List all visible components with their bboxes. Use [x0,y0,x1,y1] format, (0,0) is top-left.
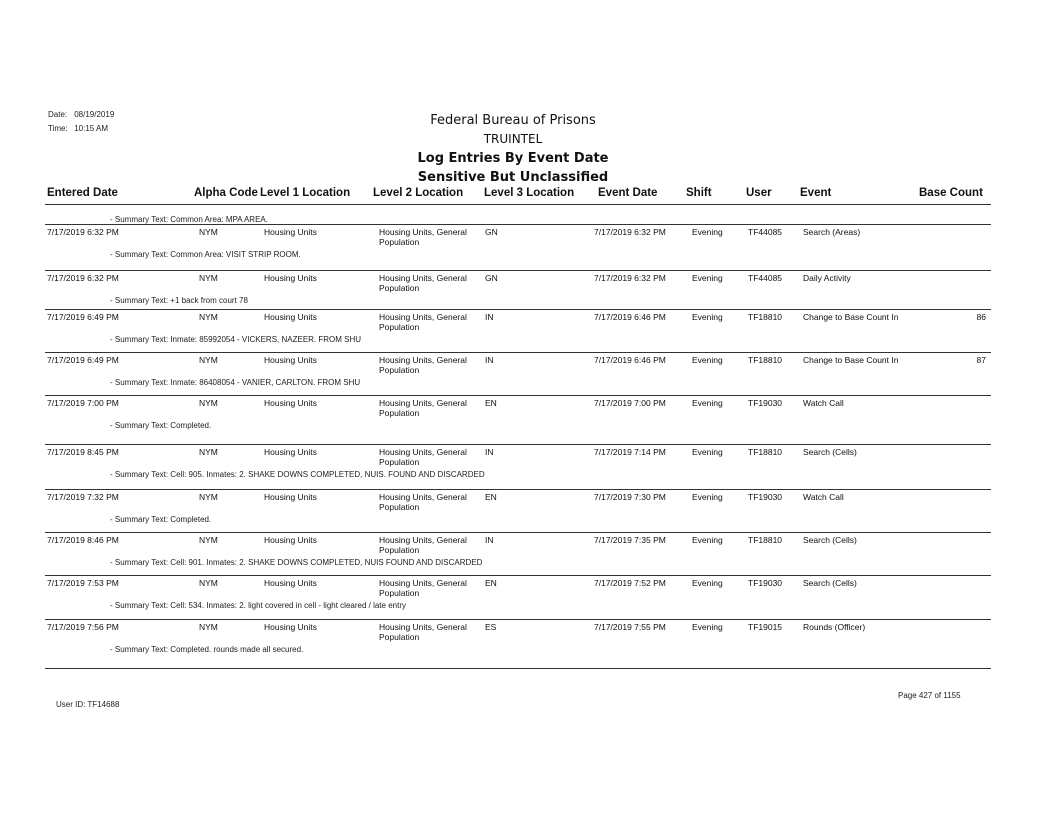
level1-cell: Housing Units [264,492,317,502]
summary-text: - Summary Text: Completed. [110,515,212,524]
level1-cell: Housing Units [264,355,317,365]
base-count-cell: 87 [976,355,986,365]
level3-cell: GN [485,227,498,237]
level3-cell: IN [485,535,494,545]
table-row [0,273,1056,307]
col-level2: Level 2 Location [373,187,464,199]
event-date-cell: 7/17/2019 6:32 PM [594,273,666,283]
level3-cell: GN [485,273,498,283]
event-date-cell: 7/17/2019 7:35 PM [594,535,666,545]
event-date-cell: 7/17/2019 7:00 PM [594,398,666,408]
alpha-code-cell: NYM [199,492,218,502]
level3-cell: EN [485,398,497,408]
user-cell: TF19030 [748,398,783,408]
user-cell: TF18810 [748,535,783,545]
report-title-block [380,111,646,187]
level2-cell: Housing Units, General Population [379,355,467,375]
level3-cell: ES [485,622,497,632]
entered-date-cell: 7/17/2019 7:32 PM [47,492,119,502]
col-alpha-code: Alpha Code [194,187,258,199]
user-cell: TF18810 [748,312,783,322]
entered-date-cell: 7/17/2019 7:56 PM [47,622,119,632]
shift-cell: Evening [692,578,723,588]
level2-cell: Housing Units, General Population [379,273,467,293]
level1-cell: Housing Units [264,227,317,237]
event-date-cell: 7/17/2019 6:46 PM [594,312,666,322]
level1-cell: Housing Units [264,535,317,545]
event-date-cell: 7/17/2019 7:55 PM [594,622,666,632]
col-event: Event [800,187,832,199]
org-name: Federal Bureau of Prisons [430,113,596,128]
time-label: Time: [48,124,68,133]
event-date-cell: 7/17/2019 6:32 PM [594,227,666,237]
level1-cell: Housing Units [264,578,317,588]
col-event-date: Event Date [598,187,658,199]
shift-cell: Evening [692,273,723,283]
classification-label: Sensitive But Unclassified [417,170,609,185]
level2-cell: Housing Units, General Population [379,492,467,512]
entered-date-cell: 7/17/2019 6:32 PM [47,273,119,283]
event-cell: Daily Activity [803,273,851,283]
event-date-cell: 7/17/2019 6:46 PM [594,355,666,365]
table-row [0,355,1056,389]
table-row [0,492,1056,526]
shift-cell: Evening [692,622,723,632]
shift-cell: Evening [692,355,723,365]
alpha-code-cell: NYM [199,535,218,545]
row-divider [45,619,991,620]
row-divider [45,395,991,396]
user-id-label: User ID: [56,700,86,709]
event-cell: Watch Call [803,492,844,502]
event-cell: Change to Base Count In [803,355,899,365]
alpha-code-cell: NYM [199,578,218,588]
row-divider [45,489,991,490]
row-divider [45,575,991,576]
alpha-code-cell: NYM [199,227,218,237]
level3-cell: IN [485,447,494,457]
user-id-value: TF14688 [87,700,120,709]
alpha-code-cell: NYM [199,312,218,322]
user-cell: TF19030 [748,578,783,588]
base-count-cell: 86 [976,312,986,322]
event-date-cell: 7/17/2019 7:52 PM [594,578,666,588]
summary-text: - Summary Text: Inmate: 86408054 - VANIER, CARLTON. FROM SHU [110,378,361,387]
level1-cell: Housing Units [264,622,317,632]
level2-cell: Housing Units, General Population [379,447,467,467]
time-value: 10:15 AM [74,124,109,133]
col-level3: Level 3 Location [484,187,575,199]
entered-date-cell: 7/17/2019 6:49 PM [47,355,119,365]
table-row [0,227,1056,261]
system-name: TRUINTEL [483,132,543,146]
level1-cell: Housing Units [264,447,317,457]
table-row [0,622,1056,656]
alpha-code-cell: NYM [199,273,218,283]
alpha-code-cell: NYM [199,355,218,365]
alpha-code-cell: NYM [199,447,218,457]
footer-user-id [56,700,119,709]
shift-cell: Evening [692,227,723,237]
level3-cell: EN [485,492,497,502]
alpha-code-cell: NYM [199,398,218,408]
summary-text: - Summary Text: Cell: 901. Inmates: 2. SHAKE DOWNS COMPLETED, NUIS FOUND AND DISCARDED [110,558,483,567]
summary-text: - Summary Text: +1 back from court 78 [110,296,248,305]
table-row [0,398,1056,432]
entered-date-cell: 7/17/2019 7:00 PM [47,398,119,408]
row-divider [45,532,991,533]
user-cell: TF44085 [748,273,783,283]
page-number: Page 427 of 1155 [898,691,961,700]
event-cell: Search (Cells) [803,535,857,545]
entered-date-cell: 7/17/2019 8:45 PM [47,447,119,457]
event-cell: Search (Cells) [803,447,857,457]
summary-text: - Summary Text: Completed. [110,421,212,430]
report-date [48,110,114,119]
row-divider [45,270,991,271]
level1-cell: Housing Units [264,273,317,283]
col-entered-date: Entered Date [47,187,118,199]
entered-date-cell: 7/17/2019 7:53 PM [47,578,119,588]
row-divider [45,309,991,310]
level1-cell: Housing Units [264,398,317,408]
entered-date-cell: 7/17/2019 6:32 PM [47,227,119,237]
header-divider [45,204,991,205]
shift-cell: Evening [692,535,723,545]
level2-cell: Housing Units, General Population [379,578,467,598]
summary-text: - Summary Text: Common Area: MPA AREA. [110,215,268,224]
col-level1: Level 1 Location [260,187,351,199]
summary-text: - Summary Text: Common Area: VISIT STRIP ROOM. [110,250,301,259]
summary-text: - Summary Text: Cell: 905. Inmates: 2. SHAKE DOWNS COMPLETED, NUIS. FOUND AND DISCARDED [110,470,485,479]
level1-cell: Housing Units [264,312,317,322]
level2-cell: Housing Units, General Population [379,312,467,332]
date-value: 08/19/2019 [74,110,115,119]
shift-cell: Evening [692,492,723,502]
col-user: User [746,187,772,199]
event-date-cell: 7/17/2019 7:14 PM [594,447,666,457]
report-title: Log Entries By Event Date [417,151,609,166]
summary-text: - Summary Text: Inmate: 85992054 - VICKERS, NAZEER. FROM SHU [110,335,362,344]
shift-cell: Evening [692,398,723,408]
user-cell: TF44085 [748,227,783,237]
level2-cell: Housing Units, General Population [379,622,467,642]
level3-cell: IN [485,355,494,365]
row-divider [45,224,991,225]
table-row [0,447,1056,481]
row-divider [45,352,991,353]
date-label: Date: [48,110,68,119]
summary-text: - Summary Text: Cell: 534. Inmates: 2. light covered in cell - light cleared / late entry [110,601,406,610]
user-cell: TF19030 [748,492,783,502]
event-cell: Watch Call [803,398,844,408]
table-row [0,312,1056,346]
table-row [0,535,1056,569]
entered-date-cell: 7/17/2019 8:46 PM [47,535,119,545]
level2-cell: Housing Units, General Population [379,227,467,247]
level3-cell: EN [485,578,497,588]
event-cell: Change to Base Count In [803,312,899,322]
event-cell: Search (Cells) [803,578,857,588]
summary-text: - Summary Text: Completed. rounds made all secured. [110,645,304,654]
level3-cell: IN [485,312,494,322]
alpha-code-cell: NYM [199,622,218,632]
user-cell: TF18810 [748,355,783,365]
col-shift: Shift [686,187,712,199]
event-cell: Search (Areas) [803,227,861,237]
table-row [0,578,1056,612]
event-cell: Rounds (Officer) [803,622,866,632]
shift-cell: Evening [692,312,723,322]
event-date-cell: 7/17/2019 7:30 PM [594,492,666,502]
col-base-count: Base Count [919,187,983,199]
report-time [48,124,108,133]
user-cell: TF19015 [748,622,783,632]
level2-cell: Housing Units, General Population [379,535,467,555]
level2-cell: Housing Units, General Population [379,398,467,418]
table-bottom-rule [45,668,991,669]
shift-cell: Evening [692,447,723,457]
entered-date-cell: 7/17/2019 6:49 PM [47,312,119,322]
user-cell: TF18810 [748,447,783,457]
row-divider [45,444,991,445]
